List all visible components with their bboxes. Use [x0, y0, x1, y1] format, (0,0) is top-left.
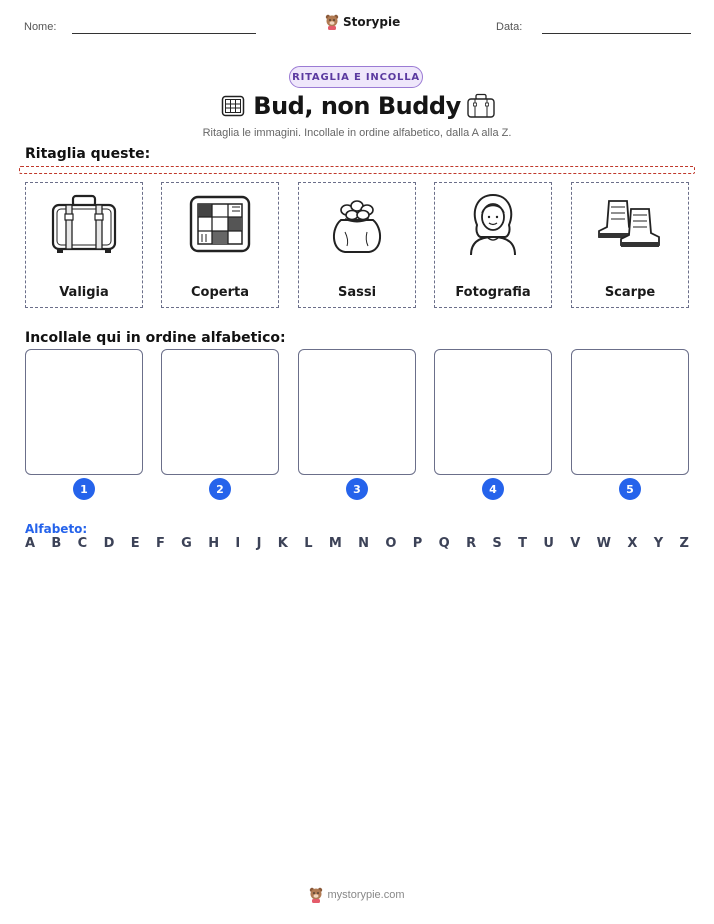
- paste-box-4[interactable]: [434, 349, 552, 475]
- alphabet-letter: H: [208, 536, 220, 551]
- card-label: Fotografia: [455, 285, 531, 300]
- paste-box-3[interactable]: [298, 349, 416, 475]
- alphabet-letter: M: [328, 536, 342, 551]
- stones-bag-icon: [327, 192, 387, 256]
- date-line[interactable]: [542, 33, 691, 34]
- alphabet-letter: D: [103, 536, 115, 551]
- number-badge-2: 2: [209, 478, 231, 500]
- card-label: Coperta: [191, 285, 249, 300]
- footer: [0, 887, 714, 903]
- boots-icon: [597, 197, 663, 251]
- alphabet-letter: N: [358, 536, 370, 551]
- blanket-icon: [188, 194, 252, 254]
- alphabet-letter: I: [235, 536, 241, 551]
- alphabet-row: [25, 536, 689, 551]
- suitcase-small-icon: [466, 93, 496, 119]
- cut-card-coperta[interactable]: [161, 182, 279, 308]
- alphabet-letter: T: [518, 536, 528, 551]
- alphabet-letter: F: [155, 536, 165, 551]
- number-badge-4: 4: [482, 478, 504, 500]
- alphabet-letter: W: [596, 536, 612, 551]
- activity-badge: RITAGLIA E INCOLLA: [289, 66, 423, 88]
- alphabet-letter: Z: [679, 536, 689, 551]
- alphabet-letter: C: [77, 536, 88, 551]
- alphabet-letter: P: [412, 536, 423, 551]
- alphabet-letter: Y: [653, 536, 664, 551]
- alphabet-letter: E: [130, 536, 140, 551]
- number-badge-1: 1: [73, 478, 95, 500]
- page-title: Bud, non Buddy: [253, 92, 461, 120]
- brand-logo: [325, 14, 400, 30]
- alphabet-letter: L: [304, 536, 313, 551]
- paste-box-5[interactable]: [571, 349, 689, 475]
- alphabet-letter: X: [627, 536, 638, 551]
- cut-card-valigia[interactable]: [25, 182, 143, 308]
- card-label: Sassi: [337, 285, 377, 300]
- alphabet-letter: J: [256, 536, 262, 551]
- alphabet-letter: K: [277, 536, 288, 551]
- card-label: Scarpe: [604, 285, 656, 300]
- cut-card-scarpe[interactable]: [571, 182, 689, 308]
- alphabet-letter: U: [543, 536, 554, 551]
- cut-card-fotografia[interactable]: [434, 182, 552, 308]
- name-label: Nome:: [24, 21, 57, 33]
- suitcase-icon: [49, 192, 119, 256]
- instructions: Ritaglia le immagini. Incollale in ordine alfabetico, dalla A alla Z.: [202, 127, 512, 139]
- alphabet-letter: O: [385, 536, 397, 551]
- alphabet-letter: V: [570, 536, 581, 551]
- number-badge-5: 5: [619, 478, 641, 500]
- blanket-small-icon: [221, 95, 245, 117]
- alphabet-letter: B: [51, 536, 62, 551]
- alphabet-letter: S: [492, 536, 502, 551]
- name-line[interactable]: [72, 33, 256, 34]
- alphabet-heading: Alfabeto:: [25, 522, 88, 536]
- brand-name: Storypie: [343, 15, 401, 29]
- woman-portrait-icon: [465, 191, 521, 257]
- paste-heading: Incollale qui in ordine alfabetico:: [25, 330, 286, 346]
- alphabet-letter: G: [181, 536, 192, 551]
- date-label: Data:: [496, 21, 523, 33]
- paste-box-1[interactable]: [25, 349, 143, 475]
- footer-url[interactable]: mystorypie.com: [327, 889, 405, 901]
- cut-line: [19, 166, 695, 174]
- bear-logo-icon: [309, 887, 323, 903]
- bear-logo-icon: [325, 14, 339, 30]
- cut-heading: Ritaglia queste:: [25, 146, 151, 162]
- alphabet-letter: R: [466, 536, 477, 551]
- alphabet-letter: A: [25, 536, 36, 551]
- alphabet-letter: Q: [438, 536, 450, 551]
- card-label: Valigia: [59, 285, 109, 300]
- cut-card-sassi[interactable]: [298, 182, 416, 308]
- number-badge-3: 3: [346, 478, 368, 500]
- paste-box-2[interactable]: [161, 349, 279, 475]
